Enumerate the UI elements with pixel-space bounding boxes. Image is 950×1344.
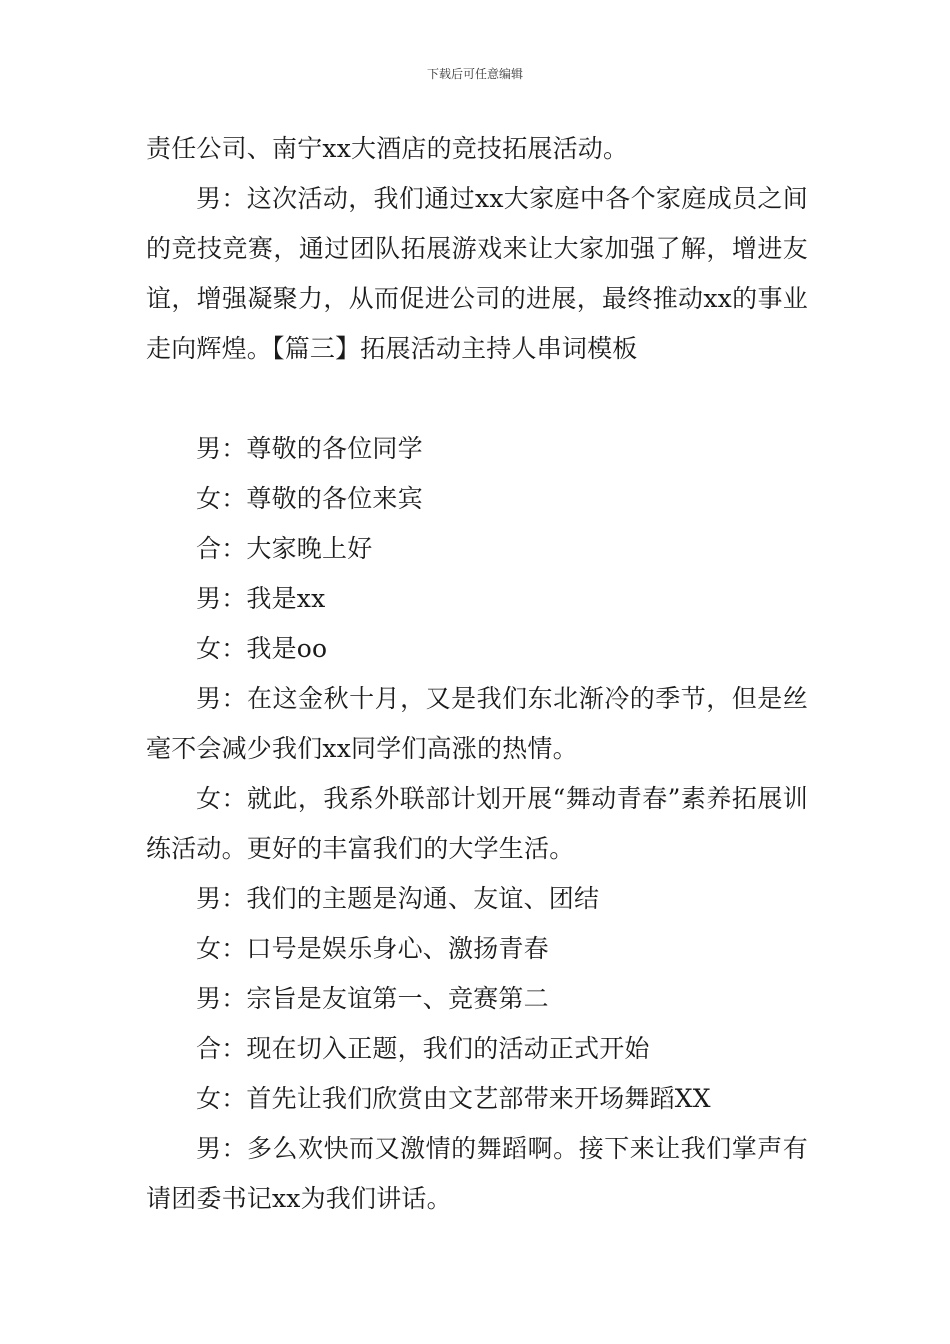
paragraph-spacer [146, 374, 808, 424]
paragraph-line: 男：宗旨是友谊第一、竞赛第二 [196, 984, 549, 1013]
paragraph-line: 女：我是oo [196, 634, 328, 663]
paragraph-line: 男：在这金秋十月，又是我们东北渐冷的季节，但是丝毫不会减少我们xx同学们高涨的热情。 [146, 684, 808, 763]
paragraph-line: 男：我们的主题是沟通、友谊、团结 [196, 884, 600, 913]
paragraph-line: 女：就此，我系外联部计划开展“舞动青春”素养拓展训练活动。更好的丰富我们的大学生活。 [146, 784, 808, 863]
paragraph-continuation: 责任公司、南宁xx大酒店的竞技拓展活动。 [146, 134, 629, 163]
document-body [146, 124, 808, 1224]
paragraph-male-activity-intro: 男：这次活动，我们通过xx大家庭中各个家庭成员之间的竞技竞赛，通过团队拓展游戏来让大家加强了解，增进友谊，增强凝聚力，从而促进公司的进展，最终推动xx的事业走向辉煌。【篇三】拓展活动主持人串词模板 [146, 184, 808, 363]
paragraph-line: 男：尊敬的各位同学 [196, 434, 423, 463]
paragraph-line: 女：口号是娱乐身心、激扬青春 [196, 934, 549, 963]
paragraph-line: 合：大家晚上好 [196, 534, 373, 563]
paragraph-line: 女：尊敬的各位来宾 [196, 484, 423, 513]
paragraph-line: 合：现在切入正题，我们的活动正式开始 [196, 1034, 650, 1063]
paragraph-line: 男：多么欢快而又激情的舞蹈啊。接下来让我们掌声有请团委书记xx为我们讲话。 [146, 1134, 808, 1213]
paragraph-line: 男：我是xx [196, 584, 326, 613]
page-header-note: 下载后可任意编辑 [426, 67, 523, 81]
paragraph-line: 女：首先让我们欣赏由文艺部带来开场舞蹈XX [196, 1084, 711, 1113]
